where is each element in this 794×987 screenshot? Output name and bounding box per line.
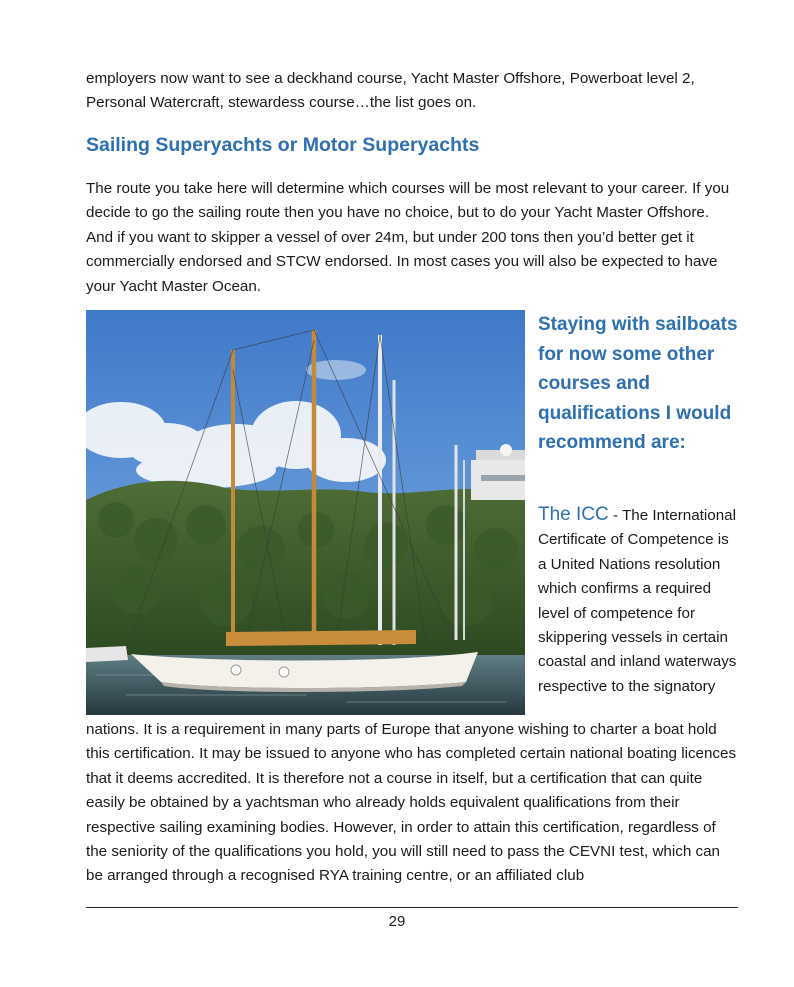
sidebar-heading: Staying with sailboats for now some other courses and qualifications I would recommend are: (538, 314, 738, 453)
sailing-yacht-photo (86, 310, 525, 715)
icc-text: The International Certificate of Competence is a United Nations resolution which confirms a required level of competence for skippering vessels in certain coastal and inland waterways respective to the signatory (538, 507, 737, 695)
section-heading: Sailing Superyachts or Motor Superyachts (86, 134, 480, 156)
footer-divider (86, 907, 738, 908)
icc-label: The ICC (538, 504, 609, 525)
page-number: 29 (388, 913, 406, 930)
route-paragraph: The route you take here will determine which courses will be most relevant to your career. If you decide to go the sailing route then you have no choice, but to do your Yacht Master Offshore. And if you want to skipper a vessel of over 24m, but under 200 tons then you’d better get it commercially endorsed and STCW endorsed. In most cases you will also be expected to have your Yacht Master Ocean. (86, 180, 730, 295)
icc-continuation-paragraph: nations. It is a requirement in many parts of Europe that anyone wishing to charter a boat hold this certification. It may be issued to anyone who has completed certain national boating licences that it deems accredited. It is therefore not a course in itself, but a certification that can quite easily be obtained by a yachtsman who already holds equivalent qualifications from their respective sailing examining bodies. However, in order to attain this certification, regardless of the seniority of the qualifications you hold, you will still need to pass the CEVNI test, which can be arranged through a recognised RYA training centre, or an affiliated club (86, 721, 737, 885)
icc-separator: - (608, 507, 622, 524)
intro-paragraph: employers now want to see a deckhand course, Yacht Master Offshore, Powerboat level 2, Personal Watercraft, stewardess course…the list goes on. (86, 70, 695, 112)
icc-paragraph (538, 503, 738, 699)
